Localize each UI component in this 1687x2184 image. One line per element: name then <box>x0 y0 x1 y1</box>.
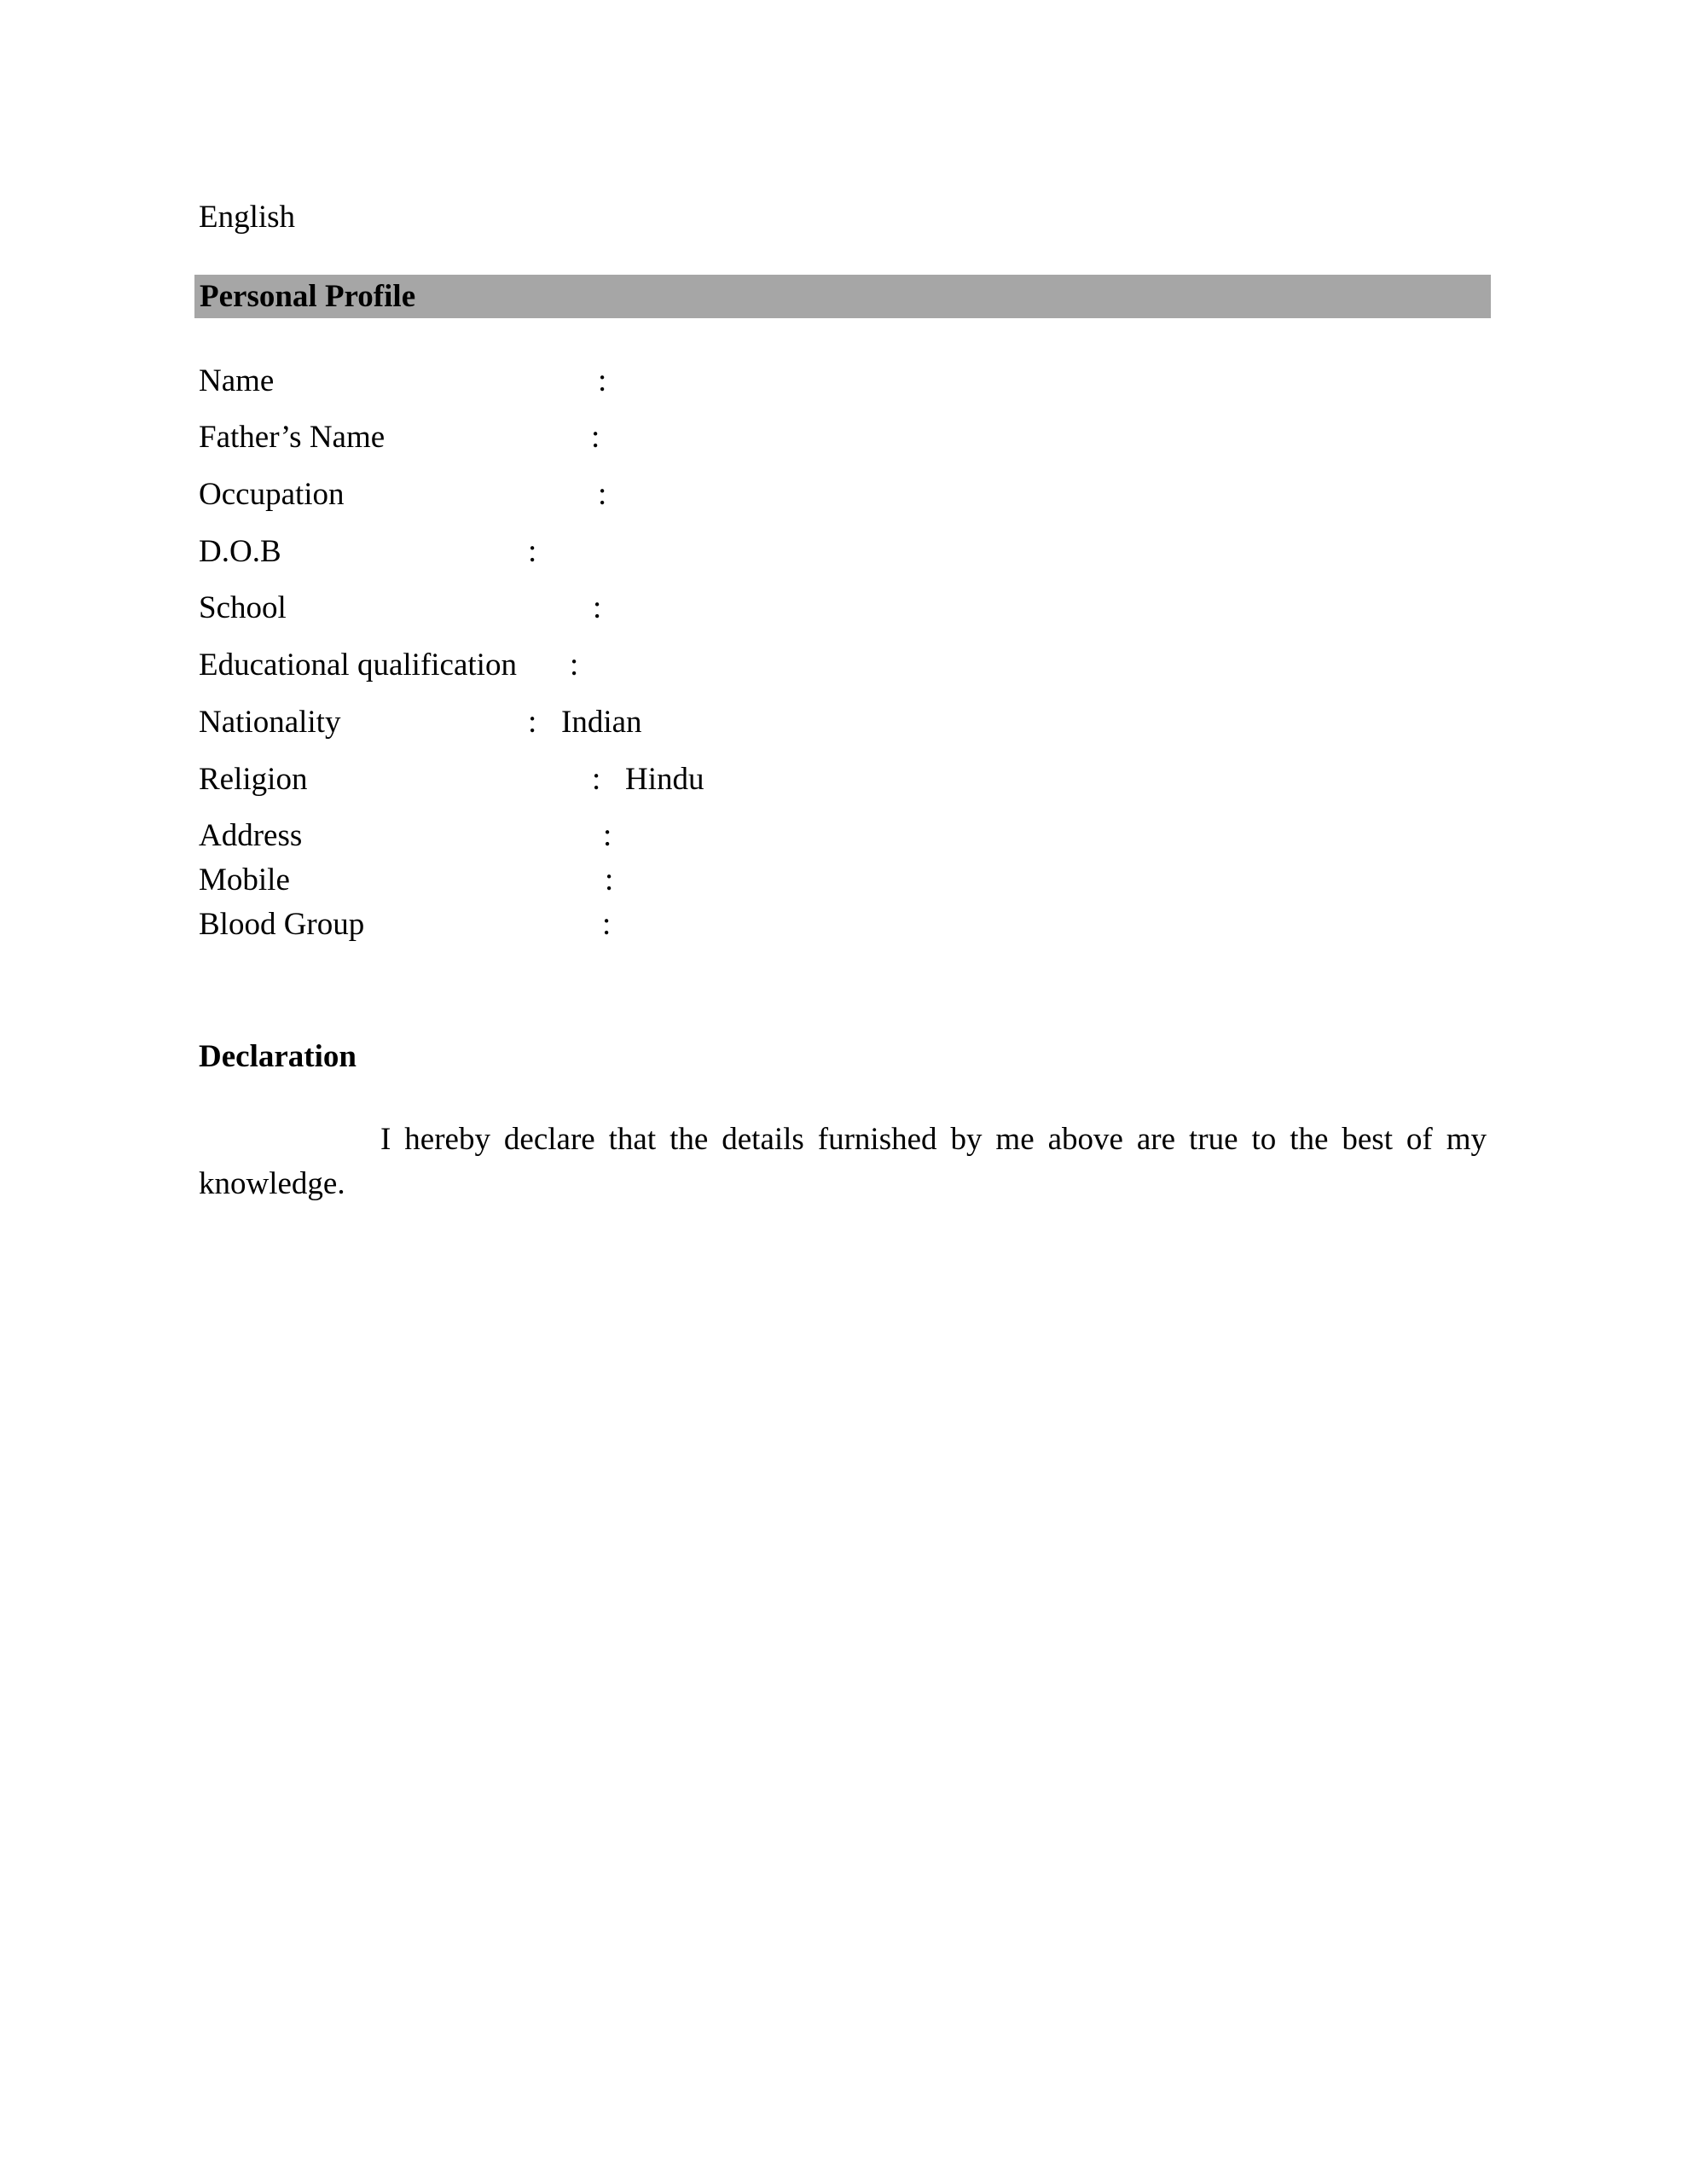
field-label-fathers-name: Father’s Name <box>199 420 386 455</box>
field-separator-fathers-name: : <box>591 420 600 455</box>
section-title: Personal Profile <box>200 279 416 314</box>
field-separator-religion: : <box>592 762 601 797</box>
field-separator-occupation: : <box>598 477 607 512</box>
field-label-dob: D.O.B <box>199 534 281 569</box>
field-label-education: Educational qualification <box>199 648 517 682</box>
field-separator-mobile: : <box>605 863 614 897</box>
declaration-text: I hereby declare that the details furnished by me above are true to the best of my knowledge. <box>199 1122 1487 1201</box>
field-label-nationality: Nationality <box>199 705 341 740</box>
field-separator-school: : <box>593 590 602 625</box>
language-label: English <box>199 200 296 235</box>
field-label-mobile: Mobile <box>199 863 290 897</box>
field-separator-blood-group: : <box>602 907 612 942</box>
declaration-heading: Declaration <box>199 1039 357 1074</box>
field-label-blood-group: Blood Group <box>199 907 365 942</box>
field-label-name: Name <box>199 363 275 398</box>
field-label-religion: Religion <box>199 762 308 797</box>
field-separator-dob: : <box>528 534 537 569</box>
section-banner-personal-profile <box>194 275 1491 318</box>
field-label-school: School <box>199 590 287 625</box>
field-separator-nationality: : <box>528 705 537 740</box>
field-label-occupation: Occupation <box>199 477 345 512</box>
field-separator-address: : <box>603 818 612 853</box>
field-value-religion: Hindu <box>625 762 704 797</box>
field-separator-name: : <box>598 363 607 398</box>
field-label-address: Address <box>199 818 303 853</box>
field-value-nationality: Indian <box>561 705 642 740</box>
field-separator-education: : <box>570 648 579 682</box>
